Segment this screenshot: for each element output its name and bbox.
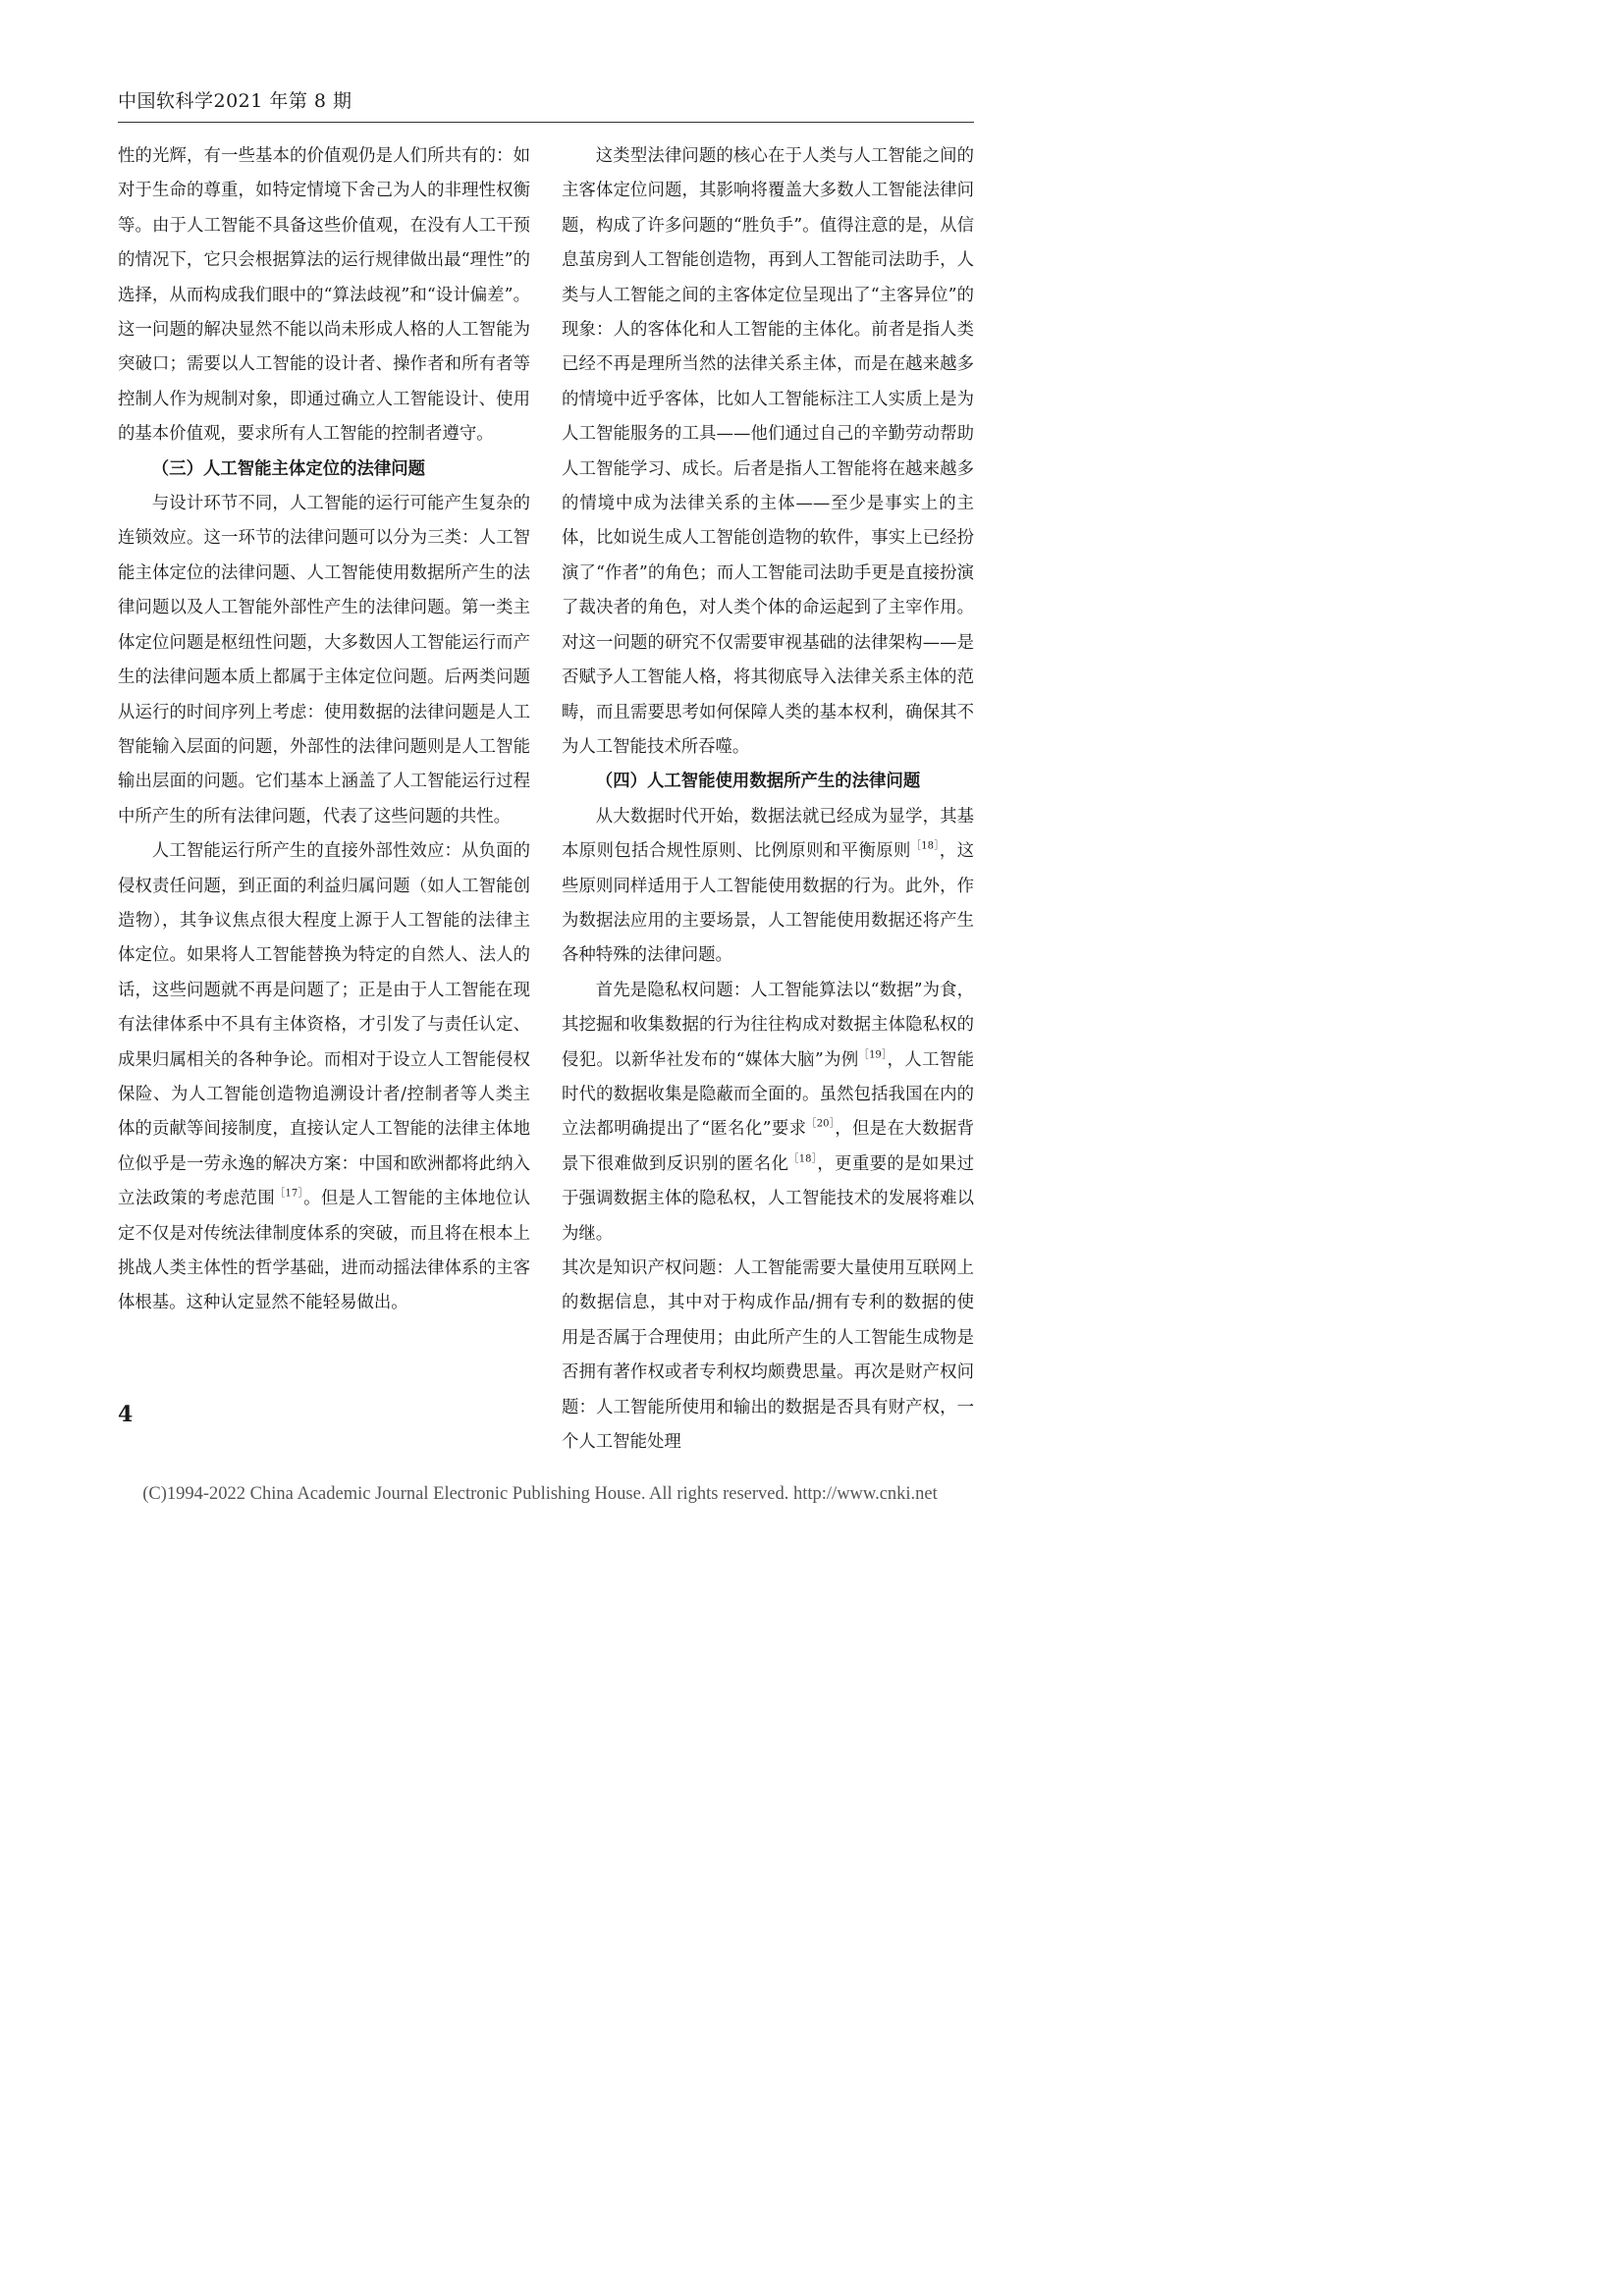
paragraph-text: ，人工智能时代的数据收集是隐蔽而全面的。虽然包括我国在内的立法都明确提出了“匿名化”要求 <box>562 1049 974 1140</box>
right-column <box>562 139 974 1460</box>
paragraph-text: ，更重要的是如果过于强调数据主体的隐私权，人工智能技术的发展将难以为继。 <box>562 1153 974 1244</box>
paragraph-text: 。但是人工智能的主体地位认定不仅是对传统法律制度体系的突破，而且将在根本上挑战人类主体性的哲学基础，进而动摇法律体系的主客体根基。这种认定显然不能轻易做出。 <box>118 1189 530 1313</box>
citation-marker: ［18］ <box>910 840 940 852</box>
page-number: 4 <box>118 1402 134 1427</box>
body-paragraph: 与设计环节不同，人工智能的运行可能产生复杂的连锁效应。这一环节的法律问题可以分为三类：人工智能主体定位的法律问题、人工智能使用数据所产生的法律问题以及人工智能外部性产生的法律问题。第一类主体定位问题是枢纽性问题，大多数因人工智能运行而产生的法律问题本质上都属于主体定位问题。后两类问题从运行的时间序列上考虑：使用数据的法律问题是人工智能输入层面的问题，外部性的法律问题则是人工智能输出层面的问题。它们基本上涵盖了人工智能运行过程中所产生的所有法律问题，代表了这些问题的共性。 <box>118 494 530 827</box>
body-paragraph: 其次是知识产权问题：人工智能需要大量使用互联网上的数据信息，其中对于构成作品/拥有专利的数据的使用是否属于合理使用；由此所产生的人工智能生成物是否拥有著作权或者专利权均颇费思量。再次是财产权问题：人工智能所使用和输出的数据是否具有财产权，一个人工智能处理 <box>562 1258 974 1453</box>
body-paragraph <box>118 834 530 1321</box>
citation-marker: ［17］ <box>275 1188 304 1200</box>
header-divider <box>118 122 974 123</box>
left-column <box>118 139 530 1321</box>
paragraph-text: ，这些原则同样适用于人工智能使用数据的行为。此外，作为数据法应用的主要场景，人工智能使用数据还将产生各种特殊的法律问题。 <box>562 841 974 966</box>
body-paragraph <box>562 800 974 974</box>
citation-marker: ［18］ <box>788 1153 818 1165</box>
citation-marker: ［20］ <box>806 1118 836 1130</box>
section-heading: （四）人工智能使用数据所产生的法律问题 <box>595 772 921 792</box>
copyright-line: (C)1994-2022 China Academic Journal Electronic Publishing House. All rights reserved. http://www.cnki.net <box>142 1484 938 1504</box>
body-paragraph <box>562 974 974 1252</box>
citation-marker: ［19］ <box>858 1049 888 1061</box>
body-paragraph: 性的光辉，有一些基本的价值观仍是人们所共有的：如对于生命的尊重，如特定情境下舍己为人的非理性权衡等。由于人工智能不具备这些价值观，在没有人工干预的情况下，它只会根据算法的运行规律做出最“理性”的选择，从而构成我们眼中的“算法歧视”和“设计偏差”。这一问题的解决显然不能以尚未形成人格的人工智能为突破口；需要以人工智能的设计者、操作者和所有者等控制人作为规制对象，即通过确立人工智能设计、使用的基本价值观，要求所有人工智能的控制者遵守。 <box>118 146 530 445</box>
running-head: 中国软科学2021 年第 8 期 <box>118 90 352 112</box>
paragraph-text: ，但是在大数据背景下很难做到反识别的匿名化 <box>562 1119 974 1174</box>
section-heading: （三）人工智能主体定位的法律问题 <box>151 458 426 479</box>
paragraph-text: 人工智能运行所产生的直接外部性效应：从负面的侵权责任问题，到正面的利益归属问题（如人工智能创造物），其争议焦点很大程度上源于人工智能的法律主体定位。如果将人工智能替换为特定的自然人、法人的话，这些问题就不再是问题了；正是由于人工智能在现有法律体系中不具有主体资格，才引发了与责任认定、成果归属相关的各种争论。而相对于设立人工智能侵权保险、为人工智能创造物追溯设计者/控制者等人类主体的贡献等间接制度，直接认定人工智能的法律主体地位似乎是一劳永逸的解决方案：中国和欧洲都将此纳入立法政策的考虑范围 <box>118 841 530 1209</box>
body-paragraph: 这类型法律问题的核心在于人类与人工智能之间的主客体定位问题，其影响将覆盖大多数人工智能法律问题，构成了许多问题的“胜负手”。值得注意的是，从信息茧房到人工智能创造物，再到人工智能司法助手，人类与人工智能之间的主客体定位呈现出了“主客异位”的现象：人的客体化和人工智能的主体化。前者是指人类已经不再是理所当然的法律关系主体，而是在越来越多的情境中近乎客体，比如人工智能标注工人实质上是为人工智能服务的工具——他们通过自己的辛勤劳动帮助人工智能学习、成长。后者是指人工智能将在越来越多的情境中成为法律关系的主体——至少是事实上的主体，比如说生成人工智能创造物的软件，事实上已经扮演了“作者”的角色；而人工智能司法助手更是直接扮演了裁决者的角色，对人类个体的命运起到了主宰作用。对这一问题的研究不仅需要审视基础的法律架构——是否赋予人工智能人格，将其彻底导入法律关系主体的范畴，而且需要思考如何保障人类的基本权利，确保其不为人工智能技术所吞噬。 <box>562 146 974 757</box>
paragraph-text: 从大数据时代开始，数据法就已经成为显学，其基本原则包括合规性原则、比例原则和平衡原则 <box>562 806 974 862</box>
paragraph-text: 首先是隐私权问题：人工智能算法以“数据”为食，其挖掘和收集数据的行为往往构成对数据主体隐私权的侵犯。以新华社发布的“媒体大脑”为例 <box>562 980 974 1070</box>
